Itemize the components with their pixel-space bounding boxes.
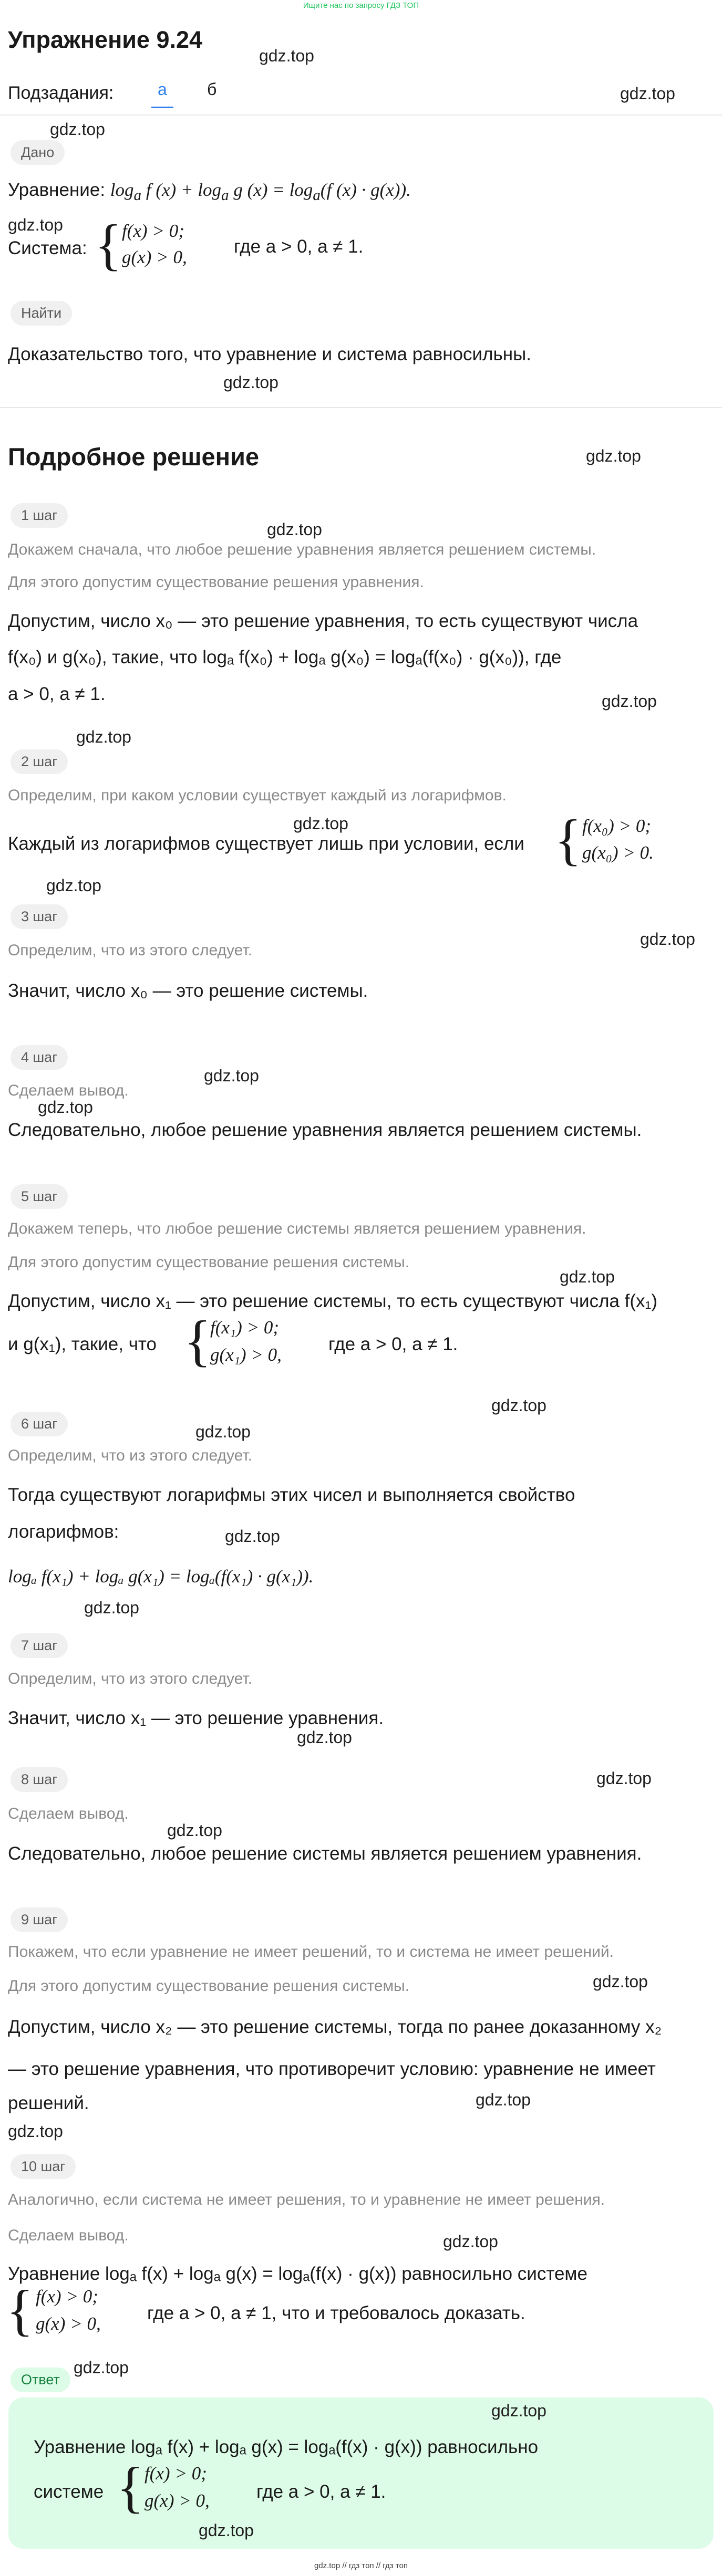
watermark: gdz.top <box>297 1728 352 1747</box>
step-5-text: Допустим, число x₁ — это решение системы, то есть существуют числа f(x₁) <box>8 1291 658 1311</box>
page-title: Упражнение 9.24 <box>8 26 203 53</box>
find-text: Доказательство того, что уравнение и система равносильны. <box>8 344 531 364</box>
watermark: gdz.top <box>8 215 63 234</box>
step-9-hint: Для этого допустим существование решения системы. <box>8 1977 410 1995</box>
answer-condition: где a > 0, a ≠ 1. <box>256 2481 386 2502</box>
answer-text: Уравнение logₐ f(x) + logₐ g(x) = logₐ(f(x) · g(x)) равносильно <box>34 2437 539 2457</box>
system-brace: { <box>6 2279 34 2342</box>
watermark: gdz.top <box>491 2401 546 2420</box>
step-4-hint: Сделаем вывод. <box>8 1082 129 1099</box>
step-4-badge: 4 шаг <box>11 1045 68 1070</box>
watermark: gdz.top <box>38 1098 93 1117</box>
step-10-sys-line2: g(x) > 0, <box>36 2313 101 2334</box>
watermark: gdz.top <box>560 1267 615 1286</box>
footer-watermark: gdz.top // гдз топ // гдз топ <box>314 2561 408 2570</box>
step-10-condition: где a > 0, a ≠ 1, что и требовалось доказать. <box>147 2303 525 2323</box>
step-9-text: Допустим, число x₂ — это решение системы, тогда по ранее доказанному x₂ <box>8 2017 662 2037</box>
watermark: gdz.top <box>8 2122 63 2141</box>
step-3-badge: 3 шаг <box>11 904 68 929</box>
watermark: gdz.top <box>491 1396 546 1415</box>
step-3-text: Значит, число x₀ — это решение системы. <box>8 981 368 1001</box>
given-eq-prefix: Уравнение: <box>8 180 106 200</box>
step-5-hint: Для этого допустим существование решения системы. <box>8 1254 410 1271</box>
step-6-text: Тогда существуют логарифмы этих чисел и выполняется свойство <box>8 1485 575 1505</box>
step-2-sys-line2: g(x₀) > 0. <box>582 842 654 863</box>
watermark: gdz.top <box>50 120 105 139</box>
given-sys-line2: g(x) > 0, <box>122 247 187 267</box>
watermark: gdz.top <box>199 2521 254 2540</box>
step-1-hint: Для этого допустим существование решения уравнения. <box>8 573 424 591</box>
step-1-badge: 1 шаг <box>11 503 68 528</box>
step-10-hint: Аналогично, если система не имеет решения, то и уравнение не имеет решения. <box>8 2191 605 2208</box>
step-2-sys-line1: f(x₀) > 0; <box>582 816 652 836</box>
watermark: gdz.top <box>640 930 695 948</box>
step-4-text: Следовательно, любое решение уравнения является решением системы. <box>8 1120 642 1140</box>
step-5-text: и g(x₁), такие, что <box>8 1334 157 1354</box>
step-9-text: — это решение уравнения, что противоречит условию: уравнение не имеет <box>8 2059 656 2079</box>
step-1-text: f(x₀) и g(x₀), такие, что logₐ f(x₀) + logₐ g(x₀) = logₐ(f(x₀) · g(x₀)), где <box>8 647 562 668</box>
watermark: gdz.top <box>195 1422 251 1441</box>
step-8-badge: 8 шаг <box>11 1767 68 1792</box>
given-equation <box>8 180 411 204</box>
watermark: gdz.top <box>76 727 131 746</box>
answer-badge: Ответ <box>11 2368 70 2392</box>
step-1-hint: Докажем сначала, что любое решение уравнения является решением системы. <box>8 541 596 558</box>
step-6-hint: Определим, что из этого следует. <box>8 1447 253 1464</box>
watermark: gdz.top <box>223 373 279 392</box>
answer-text: системе <box>34 2481 104 2502</box>
step-5-badge: 5 шаг <box>11 1184 68 1209</box>
answer-sys-line2: g(x) > 0, <box>145 2490 210 2511</box>
system-brace: { <box>117 2456 144 2519</box>
step-2-hint: Определим, при каком условии существует каждый из логарифмов. <box>8 787 507 804</box>
given-condition: где a > 0, a ≠ 1. <box>234 236 364 257</box>
watermark: gdz.top <box>293 814 348 833</box>
step-8-hint: Сделаем вывод. <box>8 1805 129 1822</box>
step-2-text: Каждый из логарифмов существует лишь при условии, если <box>8 833 524 854</box>
watermark: gdz.top <box>204 1066 259 1085</box>
solution-title: Подробное решение <box>8 443 260 471</box>
step-2-badge: 2 шаг <box>11 749 68 774</box>
step-7-badge: 7 шаг <box>11 1633 68 1658</box>
step-6-text: логарифмов: <box>8 1521 119 1542</box>
watermark: gdz.top <box>84 1598 139 1617</box>
watermark: gdz.top <box>225 1527 280 1546</box>
step-6-badge: 6 шаг <box>11 1412 68 1436</box>
step-5-sys-line1: f(x₁) > 0; <box>210 1317 280 1338</box>
system-brace: { <box>554 809 582 871</box>
system-brace: { <box>184 1310 211 1372</box>
answer-sys-line1: f(x) > 0; <box>145 2463 207 2484</box>
watermark: gdz.top <box>593 1972 648 1991</box>
step-5-condition: где a > 0, a ≠ 1. <box>328 1334 458 1354</box>
step-10-text: Уравнение logₐ f(x) + logₐ g(x) = logₐ(f(x) · g(x)) равносильно системе <box>8 2264 587 2284</box>
watermark: gdz.top <box>476 2090 531 2109</box>
given-badge: Дано <box>11 140 65 165</box>
subtasks-label: Подзадания: <box>8 83 114 103</box>
watermark: gdz.top <box>602 692 657 711</box>
step-10-badge: 10 шаг <box>11 2154 76 2179</box>
step-10-sys-line1: f(x) > 0; <box>36 2286 98 2307</box>
step-9-badge: 9 шаг <box>11 1907 68 1932</box>
top-promo-link[interactable]: Ищите нас по запросу ГДЗ ТОП <box>303 1 419 10</box>
step-9-text: решений. <box>8 2093 89 2113</box>
watermark: gdz.top <box>46 876 101 895</box>
step-1-text: Допустим, число x₀ — это решение уравнения, то есть существуют числа <box>8 611 638 631</box>
answer-box <box>8 2397 714 2549</box>
system-brace: { <box>95 214 122 276</box>
step-8-text: Следовательно, любое решение системы является решением уравнения. <box>8 1843 642 1864</box>
watermark: gdz.top <box>259 46 314 65</box>
watermark: gdz.top <box>74 2358 129 2377</box>
divider <box>0 407 722 408</box>
step-5-sys-line2: g(x₁) > 0, <box>210 1344 282 1365</box>
watermark: gdz.top <box>443 2232 498 2251</box>
step-10-hint: Сделаем вывод. <box>8 2227 129 2244</box>
watermark: gdz.top <box>596 1769 652 1788</box>
given-system-prefix: Система: <box>8 238 87 258</box>
watermark: gdz.top <box>620 84 675 103</box>
step-5-hint: Докажем теперь, что любое решение системы является решением уравнения. <box>8 1220 586 1237</box>
step-3-hint: Определим, что из этого следует. <box>8 942 253 959</box>
step-6-formula: logₐ f(x₁) + logₐ g(x₁) = logₐ(f(x₁) · g(x₁)). <box>8 1566 314 1587</box>
step-7-hint: Определим, что из этого следует. <box>8 1670 253 1687</box>
given-eq-formula: $\log_a f$ $(x) + \log_a g$ $(x) = \log_a(f$ (x) · g(x)). <box>110 180 411 204</box>
watermark: gdz.top <box>167 1821 222 1840</box>
given-sys-line1: f(x) > 0; <box>122 221 184 241</box>
tab-subtask-a[interactable]: а <box>151 80 173 108</box>
tab-subtask-b[interactable]: б <box>207 80 217 99</box>
watermark: gdz.top <box>586 446 641 465</box>
step-9-hint: Покажем, что если уравнение не имеет решений, то и система не имеет решений. <box>8 1943 614 1960</box>
divider <box>0 114 722 116</box>
step-1-text: a > 0, a ≠ 1. <box>8 684 106 704</box>
step-7-text: Значит, число x₁ — это решение уравнения. <box>8 1708 384 1728</box>
find-badge: Найти <box>11 301 72 326</box>
watermark: gdz.top <box>267 520 322 539</box>
